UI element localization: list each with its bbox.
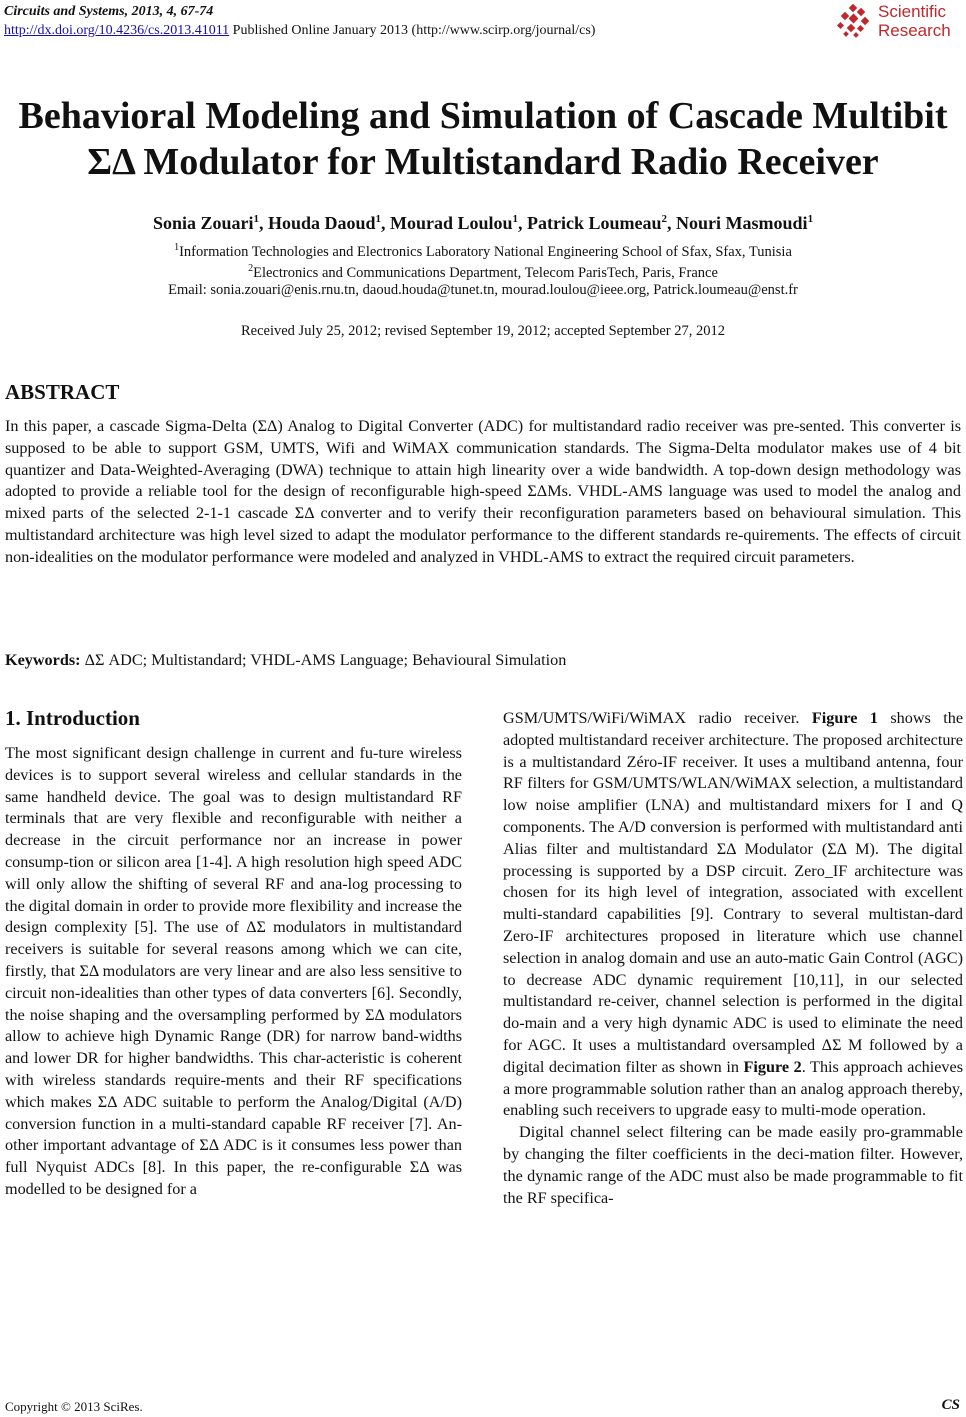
intro-paragraph-3: Digital channel select filtering can be made easily pro-grammable by changing the filter coefficients in the deci-mation filter. However, the dynamic range of the ADC must also be made programmable to fit the RF specifica- [503,1123,963,1207]
section-heading-introduction: 1. Introduction [5,706,140,730]
keywords [5,650,566,670]
author: Patrick Loumeau$^2$, [527,213,677,233]
journal-citation: Circuits and Systems, 2013, 4, 67-74 [4,4,214,19]
intro-paragraph-2: GSM/UMTS/WiFi/WiMAX radio receiver. Figure 1 shows the adopted multistandard receiver architecture. The proposed architecture is a multistandard Zéro-IF receiver. It uses a multiband antenna, four RF filters for GSM/UMTS/WLAN/WiMAX selection, a multistandard low noise amplifier (LNA) and multistandard mixers for I and Q components. The A/D conversion is performed with multistandard anti Alias filter and multistandard ΣΔ Modulator (ΣΔ M). The digital processing is supported by a DSP circuit. Zero_IF architecture was chosen for its high level of integration, associated with excellent multi-standard capabilities [9]. Contrary to several multistan-dard Zero-IF architectures proposed in literature which use channel selection in analog domain and use an auto-matic Gain Control (AGC) to decrease ADC dynamic requirement [10,11], in our selected multistandard re-ceiver, channel selection is performed in the digital do-main and a very high dynamic ADC is used to eliminate the need for AGC. It uses a multistandard oversampled ΔΣ M followed by a digital decimation filter as shown in Figure 2. This approach achieves a more programmable solution rather than an analog approach thereby, enabling such receivers to upgrade easy to multi-mode operation. [503,709,964,1120]
column-left [5,743,462,1201]
paper-title: Behavioral Modeling and Simulation of Cascade Multibit ΣΔ Modulator for Multistandard Radio Receiver [18,95,948,183]
abstract-text: In this paper, a cascade Sigma-Delta (ΣΔ) Analog to Digital Converter (ADC) for multistandard radio receiver was pre-sented. This converter is supposed to be able to support GSM, UMTS, Wifi and WiMAX communication standards. The Sigma-Delta modulator makes use of 4 bit quantizer and Data-Weighted-Averaging (DWA) technique to attain high linearity over a wide bandwidth. A top-down design methodology was adopted to provide a reliable tool for the design of reconfigurable high-speed ΣΔMs. VHDL-AMS language was used to model the analog and mixed parts of the selected 2-1-1 cascade ΣΔ converter and to verify their reconfiguration parameters based on behavioural simulation. This multistandard architecture was high level sized to adapt the modulator performance to the different standards re-quirements. The effects of circuit non-idealities on the modulator performance were modeled and analyzed in VHDL-AMS to extract the required circuit parameters. [5,417,961,566]
author-list [0,208,966,234]
publisher-logo-text: Scientific Research [878,2,951,40]
received-dates: Received July 25, 2012; revised September 19, 2012; accepted September 27, 2012 [240,323,725,339]
email-line: Email: sonia.zouari@enis.rnu.tn, daoud.houda@tunet.tn, mourad.loulou@ieee.org, Patrick.loumeau@enst.fr [168,282,798,298]
journal-abbreviation: CS [941,1397,960,1413]
publisher-logo [836,2,960,42]
author: Nouri Masmoudi$^1$ [676,213,814,233]
author: Houda Daoud$^1$, [267,213,391,233]
intro-paragraph-1: The most significant design challenge in current and fu-ture wireless devices is to support several wireless and cellular standards in the same handheld device. The goal was to design multistandard RF terminals that are very flexible and reconfigurable with neither a decrease in the circuit performance nor an increase in power consump-tion or silicon area [1-4]. A high resolution high speed ADC will only allow the shifting of several RF and ana-log processing to the digital domain in order to provide more flexibility and increase the design complexity [5]. The use of ΔΣ modulators in multistandard receivers is suitable for several reasons among which we can cite, firstly, that ΣΔ modulators are very linear and are also less sensitive to circuit non-idealities than other types of data converters [6]. Secondly, the noise shaping and the oversampling performed by ΣΔ modulators allow to achieve high Dynamic Range (DR) for narrow band-widths and lower DR for higher bandwidths. This char-acteristic is coherent with wireless standards require-ments and their RF specifications which makes ΣΔ ADC suitable to perform the Analog/Digital (A/D) conversion function in a multi-standard capable RF receiver [7]. An-other important advantage of ΣΔ ADC is it consumes less power than full Nyquist ADCs [8]. In this paper, the re-configurable ΣΔ was modelled to be designed for a [5,744,462,1198]
doi-link[interactable]: http://dx.doi.org/10.4236/cs.2013.41011 [4,23,230,38]
figure-1-ref[interactable]: Figure 1 [811,709,878,727]
doi-line [4,22,595,39]
publisher-logo-icon [836,4,876,40]
author: Sonia Zouari$^1$, [152,213,268,233]
affiliation-2: $^2$Electronics and Communications Department, Telecom ParisTech, Paris, France [248,263,718,281]
keywords-list: ΔΣ ADC; Multistandard; VHDL-AMS Language; Behavioural Simulation [80,651,567,669]
column-right [503,708,963,1209]
keywords-label: Keywords: [5,651,81,669]
author: Mourad Loulou$^1$, [390,213,528,233]
figure-2-ref[interactable]: Figure 2 [743,1057,802,1076]
published-note: Published Online January 2013 (http://www.scirp.org/journal/cs) [229,23,596,38]
copyright-footer: Copyright © 2013 SciRes. [5,1399,143,1414]
affiliation-1: $^1$Information Technologies and Electronics Laboratory National Engineering School of Sfax, Sfax, Tunisia [174,242,792,260]
abstract-heading: ABSTRACT [5,380,120,404]
